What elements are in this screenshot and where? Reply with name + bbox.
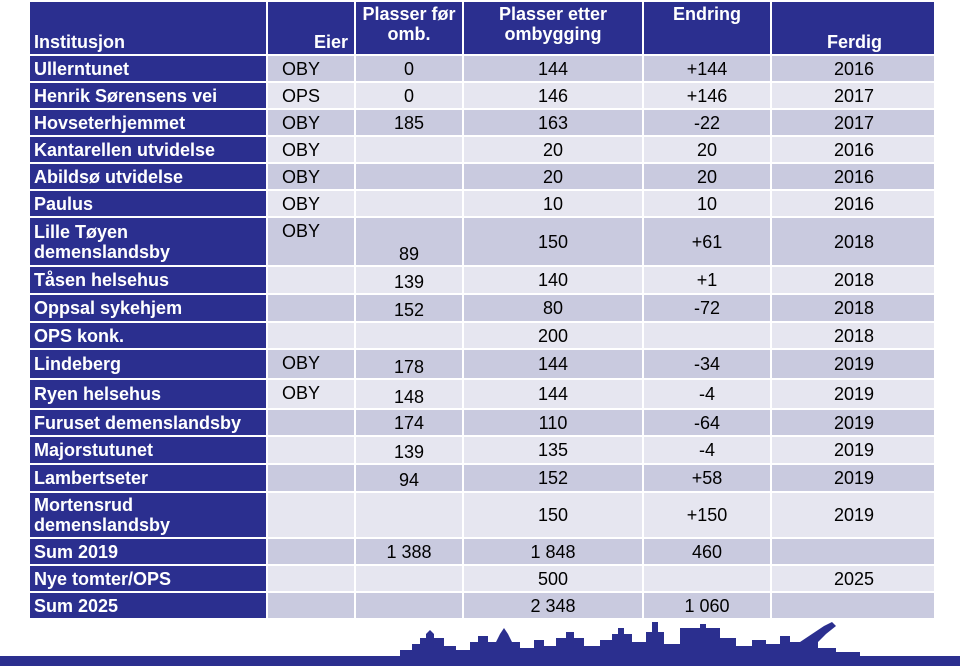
- cell-endring: +150: [643, 492, 771, 538]
- cell-plasser-etter: 150: [463, 492, 643, 538]
- cell-eier: [267, 565, 355, 592]
- cell-eier: OBY: [267, 163, 355, 190]
- cell-ferdig: 2016: [771, 55, 935, 82]
- cell-eier: OBY: [267, 217, 355, 266]
- cell-eier: OBY: [267, 55, 355, 82]
- cell-eier: OBY: [267, 349, 355, 379]
- cell-ferdig: 2019: [771, 492, 935, 538]
- cell-endring: +144: [643, 55, 771, 82]
- cell-plasser-for: 1 388: [355, 538, 463, 565]
- cell-ferdig: 2016: [771, 136, 935, 163]
- cell-endring: -72: [643, 294, 771, 322]
- table-row: [29, 492, 935, 538]
- cell-plasser-for: 139: [355, 266, 463, 294]
- cell-ferdig: 2025: [771, 565, 935, 592]
- cell-plasser-etter: 200: [463, 322, 643, 349]
- cell-ferdig: 2017: [771, 82, 935, 109]
- cell-institusjon: Hovseterhjemmet: [29, 109, 267, 136]
- cell-eier: [267, 409, 355, 436]
- cell-plasser-etter: 2 348: [463, 592, 643, 619]
- cell-eier: [267, 294, 355, 322]
- cell-ferdig: 2018: [771, 217, 935, 266]
- cell-endring: 10: [643, 190, 771, 217]
- cell-institusjon: Majorstutunet: [29, 436, 267, 464]
- header-ferdig: Ferdig: [771, 1, 935, 55]
- cell-ferdig: [771, 538, 935, 565]
- cell-institusjon: Furuset demenslandsby: [29, 409, 267, 436]
- cell-endring: -64: [643, 409, 771, 436]
- table-row: [29, 82, 935, 109]
- table-row: [29, 322, 935, 349]
- cell-plasser-for: [355, 492, 463, 538]
- cell-eier: [267, 266, 355, 294]
- cell-ferdig: 2019: [771, 409, 935, 436]
- cell-plasser-for: 174: [355, 409, 463, 436]
- table-row: [29, 136, 935, 163]
- cell-plasser-for: [355, 322, 463, 349]
- cell-plasser-for: [355, 136, 463, 163]
- cell-endring: +58: [643, 464, 771, 492]
- cell-endring: -22: [643, 109, 771, 136]
- cell-eier: OBY: [267, 136, 355, 163]
- table-body: [29, 55, 935, 619]
- city-skyline-graphic: [0, 620, 960, 666]
- cell-ferdig: 2019: [771, 436, 935, 464]
- cell-plasser-etter: 110: [463, 409, 643, 436]
- cell-eier: [267, 538, 355, 565]
- header-endring: Endring: [643, 1, 771, 55]
- cell-institusjon: Paulus: [29, 190, 267, 217]
- cell-institusjon: Abildsø utvidelse: [29, 163, 267, 190]
- cell-endring: +61: [643, 217, 771, 266]
- cell-plasser-etter: 500: [463, 565, 643, 592]
- cell-plasser-for: 152: [355, 294, 463, 322]
- cell-institusjon: Lindeberg: [29, 349, 267, 379]
- cell-ferdig: 2018: [771, 322, 935, 349]
- cell-plasser-etter: 1 848: [463, 538, 643, 565]
- cell-ferdig: 2019: [771, 379, 935, 409]
- table-row: [29, 379, 935, 409]
- table-row: [29, 190, 935, 217]
- cell-eier: [267, 322, 355, 349]
- header-institusjon: Institusjon: [29, 1, 267, 55]
- table-row: [29, 464, 935, 492]
- cell-eier: OBY: [267, 109, 355, 136]
- cell-ferdig: 2017: [771, 109, 935, 136]
- cell-plasser-etter: 146: [463, 82, 643, 109]
- cell-plasser-etter: 144: [463, 349, 643, 379]
- cell-plasser-etter: 144: [463, 55, 643, 82]
- table-row: [29, 294, 935, 322]
- cell-endring: -34: [643, 349, 771, 379]
- cell-plasser-etter: 144: [463, 379, 643, 409]
- cell-plasser-for: 148: [355, 379, 463, 409]
- table-row: [29, 109, 935, 136]
- cell-endring: 20: [643, 163, 771, 190]
- cell-plasser-etter: 80: [463, 294, 643, 322]
- cell-plasser-for: [355, 565, 463, 592]
- header-row: [29, 1, 935, 55]
- cell-eier: [267, 436, 355, 464]
- cell-plasser-etter: 10: [463, 190, 643, 217]
- cell-ferdig: [771, 592, 935, 619]
- cell-institusjon: Lambertseter: [29, 464, 267, 492]
- cell-eier: OBY: [267, 379, 355, 409]
- cell-institusjon: Nye tomter/OPS: [29, 565, 267, 592]
- cell-plasser-for: 185: [355, 109, 463, 136]
- table-row: [29, 592, 935, 619]
- cell-endring: 1 060: [643, 592, 771, 619]
- cell-ferdig: 2016: [771, 163, 935, 190]
- cell-endring: [643, 565, 771, 592]
- table-row: [29, 55, 935, 82]
- cell-institusjon: Henrik Sørensens vei: [29, 82, 267, 109]
- cell-institusjon: Lille Tøyen demenslandsby: [29, 217, 267, 266]
- cell-ferdig: 2016: [771, 190, 935, 217]
- table-row: [29, 409, 935, 436]
- table-header: [29, 1, 935, 55]
- table-row: [29, 565, 935, 592]
- skyline-buildings: [400, 622, 860, 656]
- cell-ferdig: 2019: [771, 464, 935, 492]
- cell-plasser-for: 89: [355, 217, 463, 266]
- cell-plasser-for: 139: [355, 436, 463, 464]
- cell-plasser-for: 0: [355, 82, 463, 109]
- cell-endring: -4: [643, 436, 771, 464]
- cell-eier: [267, 592, 355, 619]
- cell-endring: [643, 322, 771, 349]
- cell-eier: [267, 464, 355, 492]
- cell-plasser-etter: 152: [463, 464, 643, 492]
- cell-plasser-etter: 163: [463, 109, 643, 136]
- cell-institusjon: Ryen helsehus: [29, 379, 267, 409]
- cell-plasser-etter: 150: [463, 217, 643, 266]
- cell-institusjon: OPS konk.: [29, 322, 267, 349]
- cell-endring: 460: [643, 538, 771, 565]
- cell-plasser-for: [355, 190, 463, 217]
- table-row: [29, 217, 935, 266]
- cell-eier: [267, 492, 355, 538]
- cell-institusjon: Kantarellen utvidelse: [29, 136, 267, 163]
- header-plasser-etter: Plasser etter ombygging: [463, 1, 643, 55]
- cell-plasser-etter: 140: [463, 266, 643, 294]
- cell-institusjon: Ullerntunet: [29, 55, 267, 82]
- cell-endring: -4: [643, 379, 771, 409]
- cell-plasser-for: 178: [355, 349, 463, 379]
- table-row: [29, 538, 935, 565]
- institution-capacity-table: [28, 0, 936, 620]
- cell-institusjon: Sum 2025: [29, 592, 267, 619]
- cell-ferdig: 2018: [771, 266, 935, 294]
- cell-institusjon: Oppsal sykehjem: [29, 294, 267, 322]
- cell-institusjon: Mortensrud demenslandsby: [29, 492, 267, 538]
- header-plasser-for: Plasser før omb.: [355, 1, 463, 55]
- cell-plasser-etter: 135: [463, 436, 643, 464]
- header-eier: Eier: [267, 1, 355, 55]
- cell-plasser-etter: 20: [463, 136, 643, 163]
- cell-eier: OPS: [267, 82, 355, 109]
- table-row: [29, 436, 935, 464]
- cell-ferdig: 2019: [771, 349, 935, 379]
- cell-ferdig: 2018: [771, 294, 935, 322]
- skyline-base: [0, 656, 960, 666]
- cell-plasser-etter: 20: [463, 163, 643, 190]
- cell-plasser-for: [355, 163, 463, 190]
- table-row: [29, 266, 935, 294]
- cell-institusjon: Sum 2019: [29, 538, 267, 565]
- cell-endring: +146: [643, 82, 771, 109]
- cell-institusjon: Tåsen helsehus: [29, 266, 267, 294]
- cell-plasser-for: 0: [355, 55, 463, 82]
- cell-plasser-for: [355, 592, 463, 619]
- table-row: [29, 349, 935, 379]
- cell-endring: 20: [643, 136, 771, 163]
- cell-plasser-for: 94: [355, 464, 463, 492]
- cell-endring: +1: [643, 266, 771, 294]
- cell-eier: OBY: [267, 190, 355, 217]
- table-row: [29, 163, 935, 190]
